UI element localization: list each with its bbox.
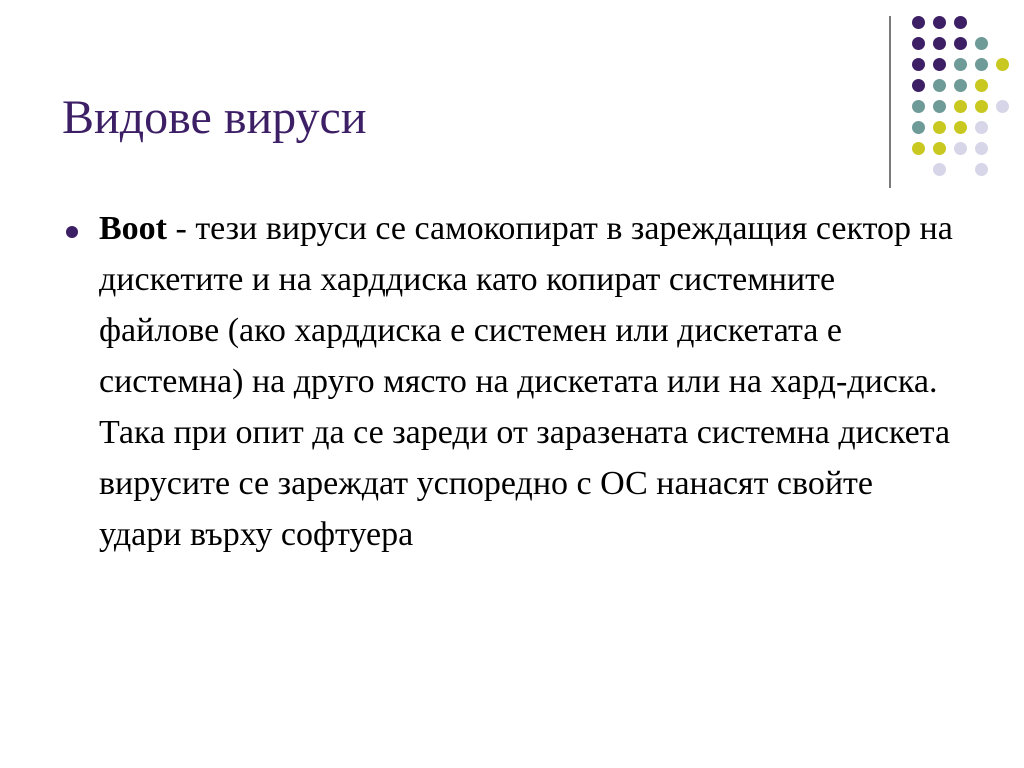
decorative-dot	[912, 100, 925, 113]
decorative-dot	[954, 142, 967, 155]
decorative-dot	[933, 37, 946, 50]
decorative-dot	[912, 58, 925, 71]
decorative-dot	[933, 163, 946, 176]
decorative-dot	[975, 121, 988, 134]
decorative-dot	[954, 16, 967, 29]
decorative-dot	[996, 100, 1009, 113]
decorative-dot	[912, 16, 925, 29]
decorative-dot	[912, 37, 925, 50]
bullet-list	[62, 203, 962, 560]
vertical-divider	[889, 16, 891, 188]
decorative-dot	[975, 163, 988, 176]
decorative-dot	[954, 79, 967, 92]
decorative-dot	[954, 37, 967, 50]
decorative-dot	[933, 121, 946, 134]
decorative-dot	[912, 121, 925, 134]
decorative-dot	[975, 37, 988, 50]
decorative-dot	[933, 79, 946, 92]
slide-title: Видове вируси	[62, 91, 367, 144]
bullet-dot-icon	[66, 226, 78, 238]
decorative-dot	[933, 142, 946, 155]
bullet-text	[99, 203, 962, 560]
decorative-dot	[975, 58, 988, 71]
decorative-dot	[975, 100, 988, 113]
decorative-dot	[933, 58, 946, 71]
decorative-dot	[954, 58, 967, 71]
decorative-dot	[996, 58, 1009, 71]
decorative-dot	[912, 142, 925, 155]
bullet-body: - тези вируси се самокопират в зареждащия сектор на дискетите и на харддиска като копират системните файлове (ако харддиска е системен или дискетата е системна) на друго място на дискетата или на хард-диска. Така при опит да се зареди от заразената системна дискета вирусите се зареждат успоредно с ОС нанасят свойте удари върху софтуера	[99, 210, 953, 553]
bullet-term: Boot	[99, 210, 167, 247]
decorative-dot	[954, 100, 967, 113]
decorative-dot	[975, 142, 988, 155]
decorative-dot	[912, 79, 925, 92]
decorative-dot	[933, 100, 946, 113]
decorative-dot	[954, 121, 967, 134]
decorative-dot	[933, 16, 946, 29]
bullet-item	[62, 203, 962, 560]
decorative-dot	[975, 79, 988, 92]
